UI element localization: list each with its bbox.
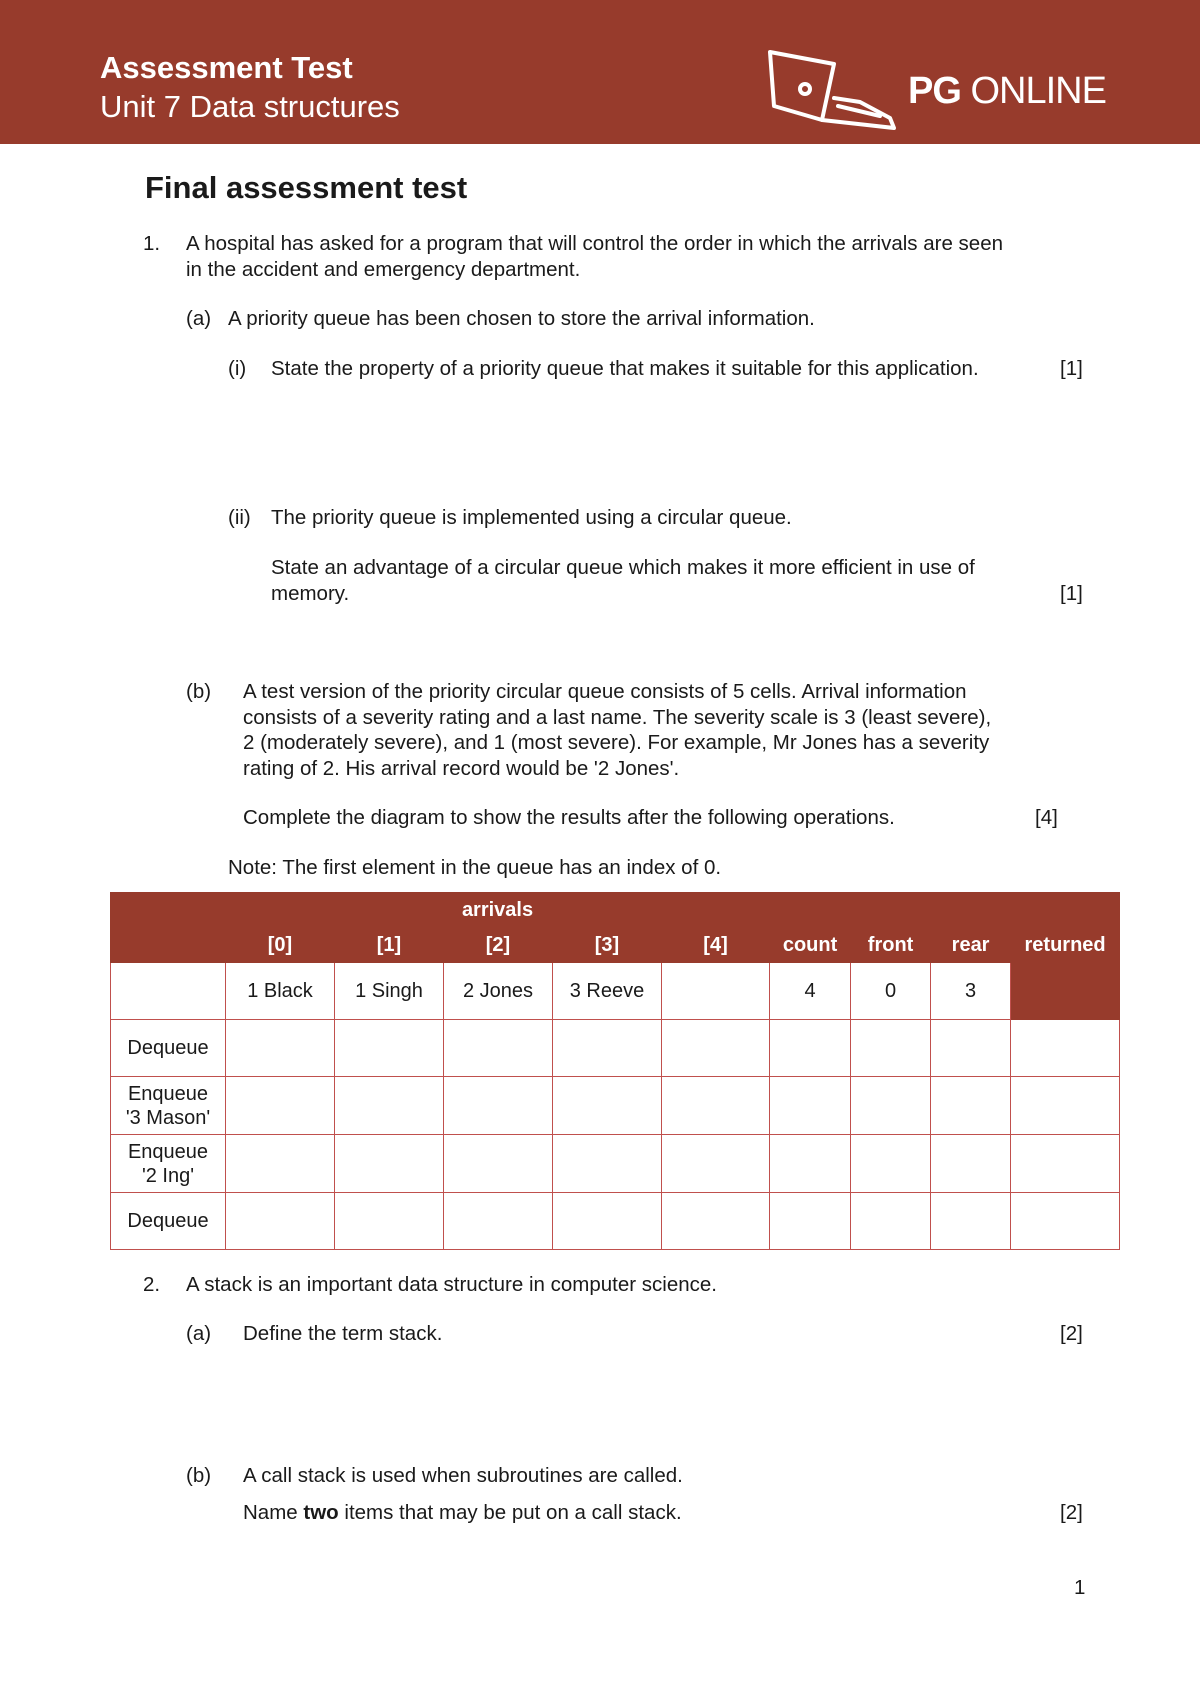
column-header: [2] [444, 927, 553, 963]
answer-cell[interactable] [553, 1020, 662, 1077]
answer-cell[interactable] [851, 1135, 931, 1193]
table-cell: 4 [770, 963, 851, 1020]
header-spacer-cell [931, 893, 1011, 927]
column-header: rear [931, 927, 1011, 963]
table-cell: 2 Jones [444, 963, 553, 1020]
table-column-header-row [111, 927, 1120, 963]
table-row-initial [111, 963, 1120, 1020]
column-header: [3] [553, 927, 662, 963]
table-cell: 3 [931, 963, 1011, 1020]
answer-cell[interactable] [662, 1193, 770, 1250]
q2a-label: (a) [186, 1322, 212, 1345]
answer-cell[interactable] [1011, 1193, 1120, 1250]
answer-cell[interactable] [931, 1193, 1011, 1250]
answer-cell[interactable] [662, 1135, 770, 1193]
q1b-line3: 2 (moderately severe), and 1 (most severe). For example, Mr Jones has a severity [243, 731, 990, 754]
q1b-marks: [4] [1035, 806, 1058, 829]
q1aii-label: (ii) [228, 506, 251, 529]
answer-cell[interactable] [1011, 1135, 1120, 1193]
answer-cell[interactable] [931, 1077, 1011, 1135]
table-cell [662, 963, 770, 1020]
q2b-question-bold: two [303, 1501, 339, 1524]
answer-cell[interactable] [553, 1193, 662, 1250]
answer-cell[interactable] [931, 1020, 1011, 1077]
q1aii-marks: [1] [1060, 582, 1083, 605]
answer-cell[interactable] [770, 1020, 851, 1077]
operation-label [111, 1193, 226, 1250]
q1ai-text: State the property of a priority queue that makes it suitable for this application. [271, 357, 979, 380]
arrivals-header: arrivals [226, 893, 770, 927]
answer-cell[interactable] [335, 1077, 444, 1135]
answer-cell[interactable] [226, 1193, 335, 1250]
answer-cell[interactable] [851, 1193, 931, 1250]
answer-cell[interactable] [851, 1020, 931, 1077]
q2-text: A stack is an important data structure in computer science. [186, 1273, 717, 1296]
answer-cell[interactable] [1011, 1020, 1120, 1077]
answer-cell[interactable] [662, 1077, 770, 1135]
operation-line1: Dequeue [127, 1210, 209, 1232]
q2a-marks: [2] [1060, 1322, 1083, 1345]
column-header: [0] [226, 927, 335, 963]
operation-line1: Enqueue [127, 1082, 209, 1105]
q2-number: 2. [143, 1273, 161, 1296]
answer-cell[interactable] [770, 1135, 851, 1193]
table-corner-cell [111, 893, 226, 927]
table-row-operation [111, 1077, 1120, 1135]
table-cell: 1 Singh [335, 963, 444, 1020]
operation-label [111, 1020, 226, 1077]
q2b-text: A call stack is used when subroutines are called. [243, 1464, 683, 1487]
q1aii-text: The priority queue is implemented using a circular queue. [271, 506, 792, 529]
q1ai-label: (i) [228, 357, 247, 380]
table-cell: 0 [851, 963, 931, 1020]
operation-label [111, 1077, 226, 1135]
header-spacer-cell [1011, 893, 1120, 927]
header-spacer-cell [851, 893, 931, 927]
answer-cell[interactable] [553, 1135, 662, 1193]
table-cell: 3 Reeve [553, 963, 662, 1020]
laptop-logo-icon [764, 48, 904, 134]
header-title: Assessment Test [100, 50, 353, 85]
q1b-line4: rating of 2. His arrival record would be '2 Jones'. [243, 757, 680, 780]
q2b-question-pre: Name [243, 1501, 304, 1524]
operation-line2: '3 Mason' [125, 1106, 211, 1129]
answer-cell[interactable] [1011, 1077, 1120, 1135]
q1b-line2: consists of a severity rating and a last name. The severity scale is 3 (least severe), [243, 706, 992, 729]
answer-cell[interactable] [444, 1193, 553, 1250]
answer-cell[interactable] [444, 1135, 553, 1193]
answer-cell[interactable] [770, 1077, 851, 1135]
q2b-question [243, 1500, 682, 1526]
arrivals-table [110, 892, 1120, 1250]
table-cell: 1 Black [226, 963, 335, 1020]
column-header: [4] [662, 927, 770, 963]
q1-text-line2: in the accident and emergency department. [186, 258, 581, 281]
page-number: 1 [1074, 1576, 1086, 1599]
brand-logo-bold: PG [908, 70, 961, 112]
q1ai-marks: [1] [1060, 357, 1083, 380]
q1b-label: (b) [186, 680, 212, 703]
answer-cell[interactable] [226, 1020, 335, 1077]
column-header: returned [1011, 927, 1120, 963]
q1a-label: (a) [186, 307, 212, 330]
answer-cell[interactable] [851, 1077, 931, 1135]
answer-cell[interactable] [335, 1020, 444, 1077]
page-heading: Final assessment test [145, 170, 468, 205]
answer-cell[interactable] [226, 1135, 335, 1193]
table-corner-cell [111, 927, 226, 963]
table-group-header-row [111, 893, 1120, 927]
column-header: [1] [335, 927, 444, 963]
q1b-line1: A test version of the priority circular queue consists of 5 cells. Arrival information [243, 680, 967, 703]
answer-cell[interactable] [335, 1135, 444, 1193]
answer-cell[interactable] [444, 1077, 553, 1135]
brand-logo-rest: ONLINE [960, 70, 1106, 112]
returned-shaded-cell [1011, 963, 1120, 1020]
answer-cell[interactable] [931, 1135, 1011, 1193]
operation-line1: Dequeue [127, 1037, 209, 1059]
answer-cell[interactable] [553, 1077, 662, 1135]
column-header: front [851, 927, 931, 963]
header-subtitle: Unit 7 Data structures [100, 89, 400, 124]
operation-line1: Enqueue [127, 1140, 209, 1163]
answer-cell[interactable] [662, 1020, 770, 1077]
answer-cell[interactable] [444, 1020, 553, 1077]
q1b-note: Note: The first element in the queue has an index of 0. [228, 856, 722, 879]
operation-line2: '2 Ing' [141, 1164, 195, 1187]
q1-number: 1. [143, 232, 161, 255]
operation-label [111, 1135, 226, 1193]
table-row-operation [111, 1135, 1120, 1193]
q2a-text: Define the term stack. [243, 1322, 443, 1345]
column-header: count [770, 927, 851, 963]
header-spacer-cell [770, 893, 851, 927]
answer-cell[interactable] [335, 1193, 444, 1250]
brand-logo-text [908, 70, 1106, 112]
table-row-operation [111, 1020, 1120, 1077]
q1aii-question-line2: memory. [271, 582, 350, 605]
row-label-cell [111, 963, 226, 1020]
page-header [0, 0, 1200, 144]
answer-cell[interactable] [770, 1193, 851, 1250]
q2b-question-post: items that may be put on a call stack. [338, 1501, 682, 1524]
q1-text-line1: A hospital has asked for a program that will control the order in which the arrivals are seen [186, 232, 1003, 255]
q2b-label: (b) [186, 1464, 212, 1487]
q1b-instruction: Complete the diagram to show the results after the following operations. [243, 806, 895, 829]
q1a-text: A priority queue has been chosen to store the arrival information. [228, 307, 815, 330]
q2b-marks: [2] [1060, 1501, 1083, 1524]
table-row-operation [111, 1193, 1120, 1250]
answer-cell[interactable] [226, 1077, 335, 1135]
q1aii-question-line1: State an advantage of a circular queue which makes it more efficient in use of [271, 556, 975, 579]
